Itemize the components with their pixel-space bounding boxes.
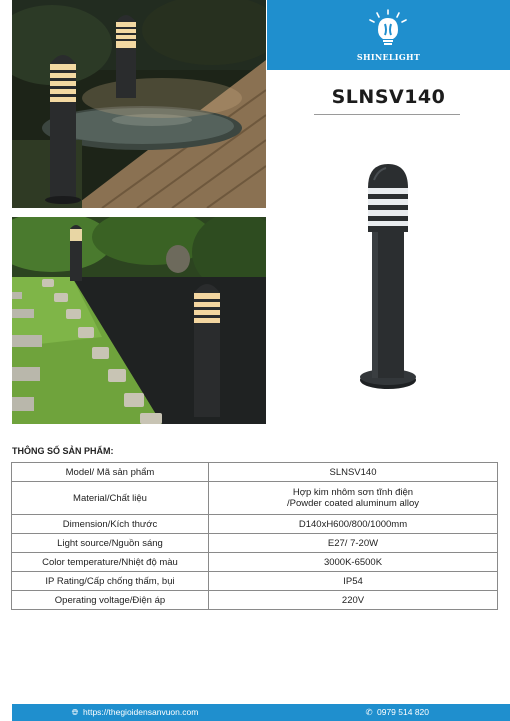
spec-value: E27/ 7-20W (209, 534, 498, 553)
spec-label: Operating voltage/Điện áp (12, 591, 209, 610)
product-model-title: SLNSV140 (331, 86, 446, 108)
website-link[interactable]: https://thegioidensanvuon.com (83, 707, 199, 717)
spec-heading: THÔNG SỐ SẢN PHẨM: (12, 446, 114, 456)
spec-label: Light source/Nguồn sáng (12, 534, 209, 553)
title-divider (314, 114, 460, 115)
table-row (12, 482, 498, 515)
photo-lamps-by-pond (12, 0, 266, 208)
shinelight-logo-icon (363, 8, 413, 48)
table-row (12, 591, 498, 610)
product-bollard-lamp-image (352, 160, 424, 390)
table-row (12, 553, 498, 572)
table-row (12, 463, 498, 482)
globe-icon: 🌐︎ (71, 707, 79, 717)
spec-label: Color temperature/Nhiệt độ màu (12, 553, 209, 572)
footer-website[interactable] (70, 707, 198, 718)
footer-phone[interactable] (364, 707, 429, 718)
table-row (12, 572, 498, 591)
spec-value: 220V (209, 591, 498, 610)
spec-label: IP Rating/Cấp chống thấm, bụi (12, 572, 209, 591)
spec-label: Model/ Mã sản phẩm (12, 463, 209, 482)
phone-icon: ✆ (365, 707, 373, 717)
spec-value: SLNSV140 (209, 463, 498, 482)
table-row (12, 515, 498, 534)
spec-table (11, 462, 498, 610)
spec-value: IP54 (209, 572, 498, 591)
brand-name: SHINELIGHT (356, 52, 421, 62)
table-row (12, 534, 498, 553)
spec-value-line: Hợp kim nhôm sơn tĩnh điện (292, 487, 414, 498)
spec-value-line: /Powder coated aluminum alloy (286, 498, 419, 509)
spec-value (209, 482, 498, 515)
spec-label: Material/Chất liệu (12, 482, 209, 515)
spec-value: D140xH600/800/1000mm (209, 515, 498, 534)
footer-bar (12, 704, 510, 721)
spec-label: Dimension/Kích thước (12, 515, 209, 534)
spec-value: 3000K-6500K (209, 553, 498, 572)
photo-lamps-in-garden (12, 217, 266, 424)
phone-number[interactable]: 0979 514 820 (377, 707, 429, 717)
brand-header (267, 0, 510, 70)
